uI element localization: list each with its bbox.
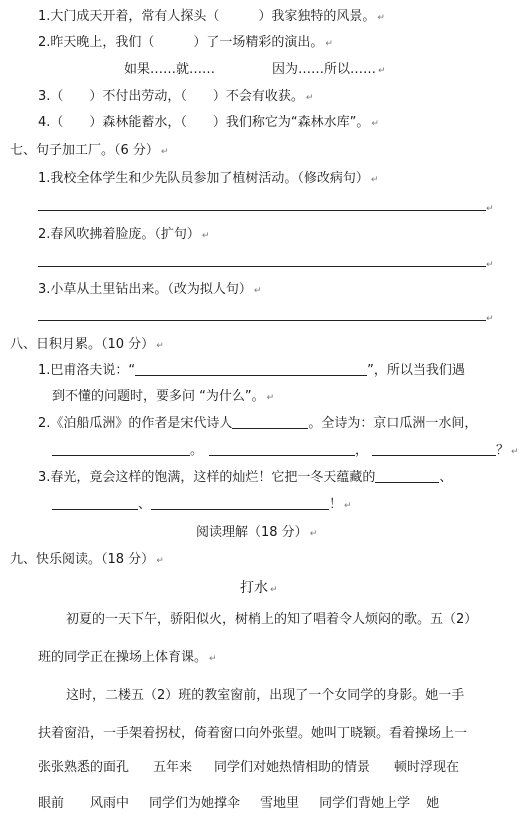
- blank[interactable]: [52, 496, 138, 510]
- q8-2-cont: 。 ， ？ ↵: [52, 442, 519, 461]
- article-title: 打水 ↵: [240, 580, 278, 596]
- section-8-heading: 八、日积月累。（10 分） ↵: [10, 337, 164, 352]
- q6-1: 1.大门成天开着，常有人探头（ ）我家独特的风景。 ↵: [38, 9, 385, 24]
- blank[interactable]: [135, 362, 367, 376]
- blank[interactable]: [375, 469, 439, 483]
- paragraph-2-line-2: 扶着窗沿，一手架着拐杖，倚着窗口向外张望。她叫丁晓颖。看着操场上一: [38, 726, 468, 741]
- q6-4: 4.（ ）森林能蓄水，（ ）我们称它为“森林水库”。 ↵: [38, 115, 379, 130]
- q6-3: 3.（ ）不付出劳动，（ ）不会有收获。 ↵: [38, 89, 314, 104]
- reading-title: 阅读理解（18 分） ↵: [196, 525, 318, 540]
- blank[interactable]: [372, 442, 496, 456]
- paragraph-1-line-1: 初夏的一天下午，骄阳似火，树梢上的知了唱着令人烦闷的歌。五（2）: [66, 612, 478, 627]
- q8-3-cont: 、 ！ ↵: [52, 496, 352, 515]
- blank[interactable]: [52, 442, 190, 456]
- paragraph-2-line-1: 这时，二楼五（2）班的教室窗前，出现了一个女同学的身影。她一手: [66, 688, 465, 703]
- q7-1: 1.我校全体学生和少先队员参加了植树活动。（修改病句） ↵: [38, 171, 379, 186]
- paragraph-mark-icon: ↵: [486, 314, 494, 324]
- blank[interactable]: [209, 442, 355, 456]
- paragraph-mark-icon: ↵: [486, 260, 494, 270]
- option-yinwei: 因为……所以…… ↵: [272, 62, 386, 77]
- section-7-heading: 七、句子加工厂。（6 分） ↵: [10, 143, 169, 158]
- paragraph-1-line-2: 班的同学正在操场上体育课。 ↵: [38, 650, 217, 665]
- q8-3: 3.春光，竟会这样的饱满，这样的灿烂！它把一冬天蕴藏的 、: [38, 470, 453, 485]
- answer-line[interactable]: [38, 320, 486, 321]
- answer-line[interactable]: [38, 266, 486, 267]
- q7-3: 3.小草从土里钻出来。（改为拟人句） ↵: [38, 282, 262, 297]
- option-rugu: 如果……就……: [124, 62, 216, 77]
- section-9-heading: 九、快乐阅读。（18 分） ↵: [10, 552, 164, 567]
- answer-line[interactable]: [38, 210, 486, 211]
- q6-2: 2.昨天晚上，我们（ ）了一场精彩的演出。 ↵: [38, 35, 333, 50]
- q8-1: 1.巴甫洛夫说：“ ”，所以当我们遇: [38, 363, 465, 378]
- paragraph-2-line-4: 眼前 风雨中 同学们为她撑伞 雪地里 同学们背她上学 她: [38, 796, 440, 811]
- q7-2: 2.春风吹拂着脸庞。（扩句） ↵: [38, 227, 210, 242]
- q8-1-cont: 到不懂的问题时，要多问 “为什么”。 ↵: [52, 389, 275, 404]
- paragraph-mark-icon: ↵: [486, 204, 494, 214]
- blank[interactable]: [151, 496, 329, 510]
- paragraph-2-line-3: 张张熟悉的面孔 五年来 同学们对她热情相助的情景 顿时浮现在: [38, 760, 460, 775]
- q8-2: 2.《泊船瓜洲》的作者是宋代诗人 。全诗为：京口瓜洲一水间，: [38, 416, 478, 431]
- blank[interactable]: [232, 415, 308, 429]
